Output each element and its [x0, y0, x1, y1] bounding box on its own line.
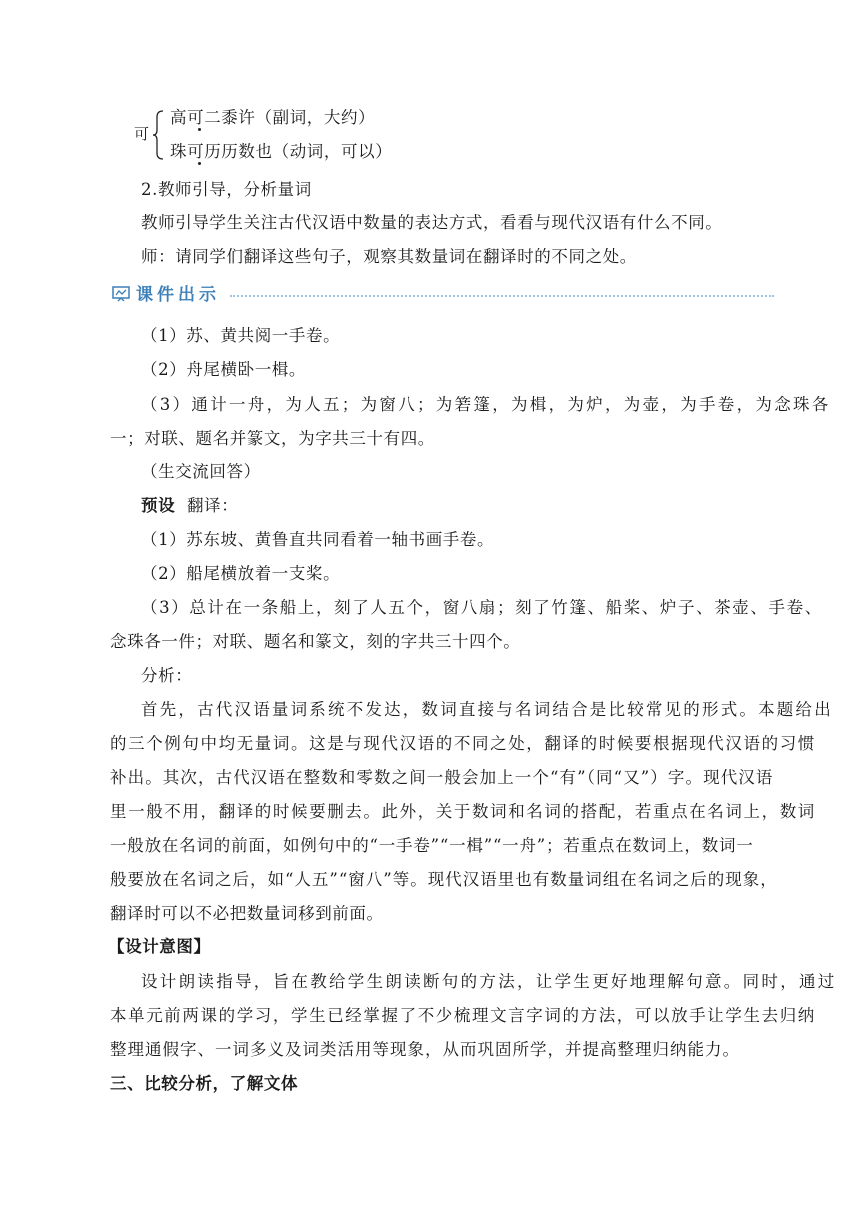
translation-3-line-2: 念珠各一件；对联、题名和篆文，刻的字共三十四个。: [110, 632, 521, 651]
preset-text: 翻译：: [187, 496, 239, 515]
student-note: （生交流回答）: [141, 462, 261, 481]
design-line: 本单元前两课的学习，学生已经掌握了不少梳理文言字词的方法，可以放手让学生去归纳: [110, 1006, 816, 1025]
brace-icon: [152, 110, 164, 160]
teacher-line: 师：请同学们翻译这些句子，观察其数量词在翻译时的不同之处。: [141, 247, 637, 266]
analysis-line: 的三个例句中均无量词。这是与现代汉语的不同之处，翻译的时候要根据现代汉语的习惯: [110, 734, 816, 753]
translation-2: （2）船尾横放着一支桨。: [141, 564, 341, 583]
analysis-label: 分析：: [141, 666, 193, 685]
design-line: 整理通假字、一词多义及词类活用等现象，从而巩固所学，并提高整理归纳能力。: [110, 1040, 740, 1059]
ke-item-2: 珠可历历数也（动词，可以）: [170, 142, 393, 161]
banner-divider: [230, 295, 774, 297]
ke-label: 可: [134, 125, 150, 143]
example-3-line-2: 一；对联、题名并篆文，为字共三十有四。: [110, 429, 435, 448]
example-1: （1）苏、黄共阅一手卷。: [141, 326, 341, 345]
analysis-line: 里一般不用，翻译的时候要删去。此外，关于数词和名词的搭配，若重点在名词上，数词: [110, 802, 816, 821]
example-3-line-1: （3）通计一舟，为人五；为窗八；为箬篷，为楫，为炉，为壶，为手卷，为念珠各: [141, 395, 831, 414]
analysis-line: 一般放在名词的前面，如例句中的“一手卷”“一楫”“一舟”；若重点在数词上，数词一: [110, 836, 754, 855]
design-heading: 【设计意图】: [108, 937, 211, 956]
emphasis-dot: [198, 128, 201, 131]
banner-title: 课件出示: [136, 285, 220, 305]
analysis-line: 补出。其次，古代汉语在整数和零数之间一般会加上一个“有”（同“又”）字。现代汉语: [110, 768, 774, 787]
section-heading: 三、比较分析，了解文体: [110, 1074, 299, 1093]
intro-line: 教师引导学生关注古代汉语中数量的表达方式，看看与现代汉语有什么不同。: [141, 213, 723, 232]
analysis-line: 般要放在名词之后，如“人五”“窗八”等。现代汉语里也有数量词组在名词之后的现象，: [110, 870, 778, 889]
analysis-line: 翻译时可以不必把数量词移到前面。: [110, 904, 384, 923]
translation-1: （1）苏东坡、黄鲁直共同看着一轴书画手卷。: [141, 530, 495, 549]
analysis-line: 首先，古代汉语量词系统不发达，数词直接与名词结合是比较常见的形式。本题给出: [141, 700, 833, 719]
courseware-banner: [112, 282, 774, 308]
step-title: 2.教师引导，分析量词: [141, 180, 312, 199]
emphasis-dot: [198, 162, 201, 165]
design-line: 设计朗读指导，旨在教给学生朗读断句的方法，让学生更好地理解句意。同时，通过: [141, 972, 837, 991]
example-2: （2）舟尾横卧一楫。: [141, 360, 306, 379]
preset-label: 预设: [141, 496, 176, 515]
slideshow-icon: [112, 286, 130, 302]
ke-item-1: 高可二黍许（副词，大约）: [170, 108, 376, 127]
translation-3-line-1: （3）总计在一条船上，刻了人五个，窗八扇；刻了竹篷、船桨、炉子、茶壶、手卷、: [141, 598, 823, 617]
